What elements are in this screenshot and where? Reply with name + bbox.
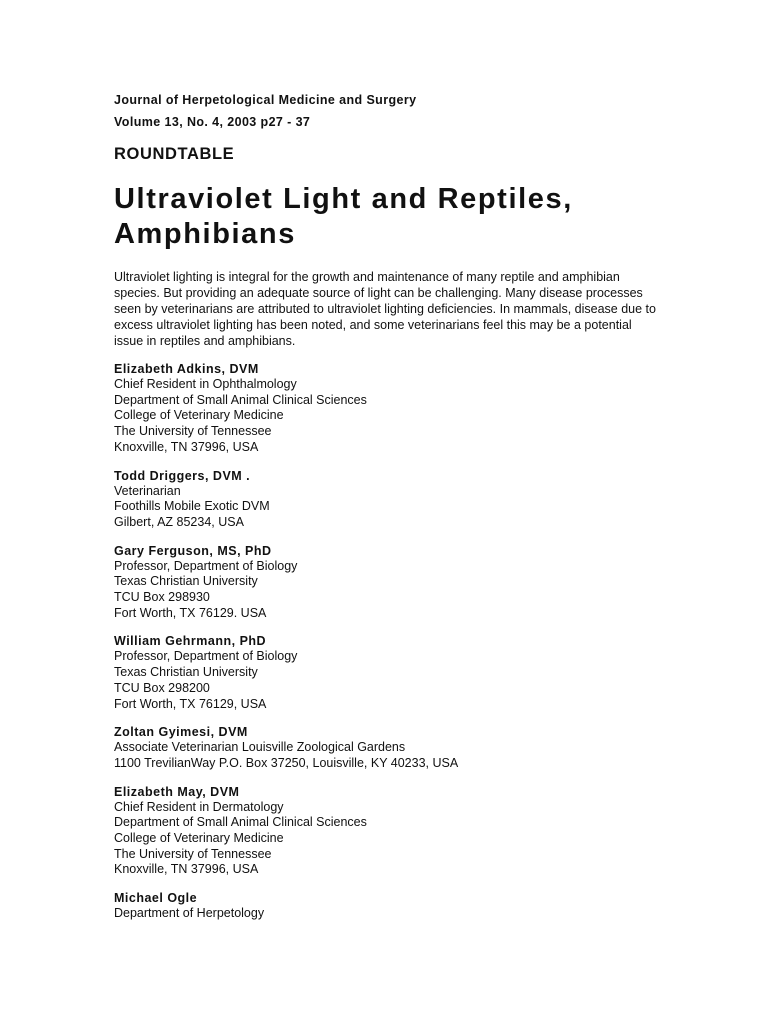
author-affiliation-line: Chief Resident in Ophthalmology xyxy=(114,377,297,391)
author-block xyxy=(114,543,734,622)
author-block xyxy=(114,890,734,922)
author-affiliation-line: Professor, Department of Biology xyxy=(114,558,298,573)
author-affiliation-line: Department of Small Animal Clinical Sciences xyxy=(114,392,367,407)
author-list xyxy=(114,361,734,922)
author-block xyxy=(114,361,734,456)
article-title xyxy=(114,182,734,252)
author-affiliation-line: Fort Worth, TX 76129, USA xyxy=(114,696,267,711)
author-name: Gary Ferguson, MS, PhD xyxy=(114,543,272,558)
author-affiliation-line: Knoxville, TN 37996, USA xyxy=(114,862,259,877)
author-name: Michael Ogle xyxy=(114,891,198,906)
author-name: Zoltan Gyimesi, DVM xyxy=(114,725,248,740)
author-affiliation-line: The University of Tennessee xyxy=(114,424,272,439)
author-affiliation-line: Gilbert, AZ 85234, USA xyxy=(114,514,244,529)
author-affiliation-line: Department of Herpetology xyxy=(114,906,265,921)
author-name: William Gehrmann, PhD xyxy=(114,634,267,649)
author-affiliation-line: Knoxville, TN 37996, USA xyxy=(114,439,259,454)
abstract-paragraph: Ultraviolet lighting is integral for the growth and maintenance of many reptile and amphibian species. But providing an adequate source of light can be challenging. Many disease processes seen by veterinarians are attributed to ultraviolet lighting deficiencies. In mammals, disease due to excess ultraviolet lighting has been noted, and some veterinarians feel this may be a potential issue in reptiles and amphibians. xyxy=(114,270,656,348)
author-block xyxy=(114,633,734,712)
author-affiliation-line: Associate Veterinarian Louisville Zoological Gardens xyxy=(114,740,406,755)
author-affiliation-line: Department of Small Animal Clinical Sciences xyxy=(114,815,367,830)
author-affiliation-line: TCU Box 298200 xyxy=(114,680,210,695)
author-affiliation-line: Fort Worth, TX 76129. USA xyxy=(114,605,267,620)
author-block xyxy=(114,468,734,531)
author-block xyxy=(114,784,734,879)
article-title-line-1: Ultraviolet Light and Reptiles, xyxy=(114,183,573,215)
author-affiliation-line: Veterinarian xyxy=(114,483,181,498)
author-affiliation-line: Chief Resident in Dermatology xyxy=(114,799,284,814)
author-affiliation-line: Professor, Department of Biology xyxy=(114,649,298,664)
author-name: Todd Driggers, DVM . xyxy=(114,468,251,483)
section-label: ROUNDTABLE xyxy=(114,145,235,163)
document-page xyxy=(114,92,734,922)
author-name: Elizabeth May, DVM xyxy=(114,784,240,799)
author-affiliation-line: Texas Christian University xyxy=(114,574,258,589)
author-block xyxy=(114,724,734,771)
author-affiliation-line: The University of Tennessee xyxy=(114,846,272,861)
author-name: Elizabeth Adkins, DVM xyxy=(114,362,259,376)
journal-name: Journal of Herpetological Medicine and Surgery xyxy=(114,93,417,107)
author-affiliation-line: College of Veterinary Medicine xyxy=(114,831,284,846)
journal-citation: Volume 13, No. 4, 2003 p27 - 37 xyxy=(114,115,311,129)
article-title-line-2: Amphibians xyxy=(114,218,296,250)
author-affiliation-line: Foothills Mobile Exotic DVM xyxy=(114,499,270,514)
author-affiliation-line: TCU Box 298930 xyxy=(114,590,210,605)
author-affiliation-line: 1100 TrevilianWay P.O. Box 37250, Louisville, KY 40233, USA xyxy=(114,755,459,770)
author-affiliation-line: College of Veterinary Medicine xyxy=(114,408,284,423)
author-affiliation-line: Texas Christian University xyxy=(114,665,258,680)
